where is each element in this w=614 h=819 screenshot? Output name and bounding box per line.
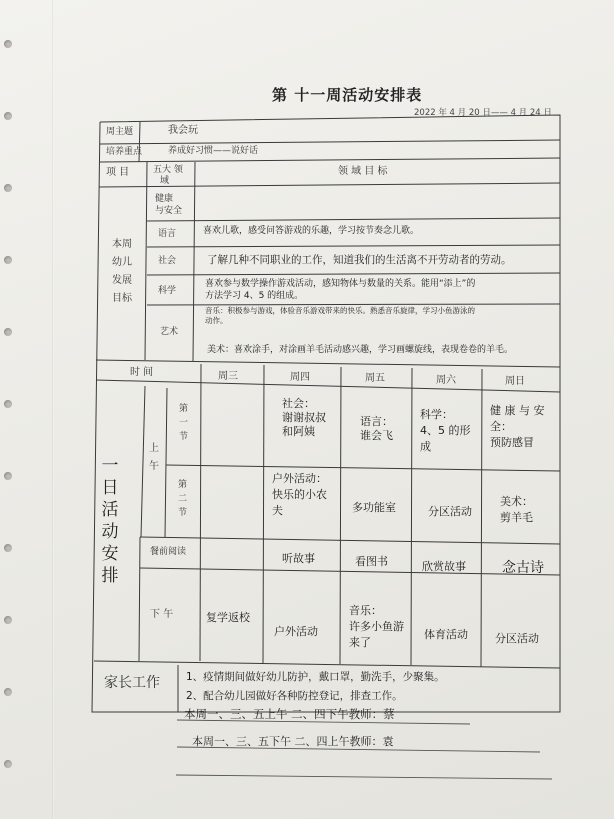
day-header-sat: 周六 bbox=[436, 375, 456, 386]
focus-label: 培养重点 bbox=[106, 147, 143, 157]
cell-fri-afternoon: 音乐： 许多小鱼游 来了 bbox=[349, 604, 404, 649]
cell-thu-p2: 户外活动： 快乐的小农 夫 bbox=[272, 472, 327, 517]
area-art: 艺术 bbox=[160, 327, 179, 337]
cell-sun-afternoon: 分区活动 bbox=[495, 632, 539, 645]
areas-header-1: 五大 领 bbox=[153, 165, 183, 175]
cell-sun-reading: 念古诗 bbox=[502, 560, 544, 576]
day-header-thu: 周四 bbox=[290, 372, 310, 383]
cell-sun-p1: 健 康 与 安 全： 预防感冒 bbox=[490, 404, 545, 449]
day-header-wed: 周三 bbox=[218, 371, 238, 382]
parents-work-label: 家长工作 bbox=[104, 675, 160, 691]
goal-art-painting: 美术：喜欢涂手，对涂画羊毛活动感兴趣，学习画螺旋线，表现卷卷的羊毛。 bbox=[207, 345, 514, 355]
morning-label: 上 午 bbox=[149, 443, 159, 472]
cell-sat-p1: 科学： 4、5 的形 成 bbox=[420, 408, 471, 453]
cell-sat-p2: 分区活动 bbox=[428, 505, 472, 518]
day-header-sun: 周日 bbox=[505, 376, 525, 387]
time-header: 时 间 bbox=[130, 367, 154, 378]
date-range: 2022 年 4 月 20 日—— 4 月 24 日 bbox=[414, 108, 552, 118]
binder-holes bbox=[4, 0, 16, 819]
parents-work-items: 1、疫情期间做好幼儿防护，戴口罩，勤洗手，少聚集。 2、配合幼儿园做好各种防控登记，排查工作。 bbox=[186, 671, 445, 702]
goal-art-music: 音乐：积极参与游戏，体验音乐游戏带来的快乐。熟悉音乐旋律，学习小鱼游泳的 动作。 bbox=[205, 306, 475, 325]
cell-thu-p1: 社会： 谢谢叔叔 和阿姨 bbox=[282, 397, 326, 438]
period2-label: 第 二 节 bbox=[178, 480, 188, 518]
area-health: 健康 与安全 bbox=[155, 194, 183, 216]
reading-label: 餐前阅读 bbox=[150, 547, 187, 557]
cell-thu-afternoon: 户外活动 bbox=[274, 625, 318, 638]
cell-wed-afternoon: 复学返校 bbox=[206, 611, 250, 624]
cell-fri-reading: 看图书 bbox=[355, 555, 388, 568]
daily-schedule-title: 一 日 活 动 安 排 bbox=[101, 456, 119, 586]
week-goals-title: 本周 幼儿 发展 目标 bbox=[112, 239, 132, 304]
area-social: 社会 bbox=[158, 256, 177, 266]
afternoon-label: 下 午 bbox=[150, 609, 174, 620]
cell-thu-reading: 听故事 bbox=[282, 552, 315, 565]
focus-value: 养成好习惯——说好话 bbox=[168, 146, 259, 156]
period1-label: 第 一 节 bbox=[179, 404, 189, 442]
page-title: 第 十一周活动安排表 bbox=[272, 86, 423, 104]
cell-sat-reading: 欣赏故事 bbox=[422, 560, 466, 573]
teacher-line-2: 本周一、三、五下午 二、四上午教师：袁 bbox=[192, 735, 394, 748]
goal-social: 了解几种不同职业的工作，知道我们的生活离不开劳动者的劳动。 bbox=[207, 254, 512, 266]
cell-fri-p1: 语言： 谁会飞 bbox=[360, 415, 393, 442]
goal-header: 领 域 目 标 bbox=[338, 166, 388, 177]
theme-label: 周主题 bbox=[106, 127, 134, 137]
goal-language: 喜欢儿歌，感受问答游戏的乐趣，学习按节奏念儿歌。 bbox=[203, 226, 420, 236]
cell-sat-afternoon: 体育活动 bbox=[424, 628, 468, 641]
project-header: 项 目 bbox=[106, 167, 130, 178]
cell-fri-p2: 多功能室 bbox=[352, 501, 396, 514]
areas-header-2: 域 bbox=[160, 176, 170, 186]
area-language: 语言 bbox=[158, 229, 177, 239]
cell-sun-p2: 美术： 剪羊毛 bbox=[500, 495, 533, 524]
theme-value: 我会玩 bbox=[168, 125, 198, 136]
area-science: 科学 bbox=[158, 286, 177, 296]
day-header-fri: 周五 bbox=[365, 373, 385, 384]
goal-science: 喜欢参与数学操作游戏活动，感知物体与数量的关系。能用“添上”的 方法学习 4、5 的组成。 bbox=[205, 279, 476, 301]
teacher-line-1: 本周一、三、五上午 二、四下午教师：蔡 bbox=[184, 707, 395, 721]
